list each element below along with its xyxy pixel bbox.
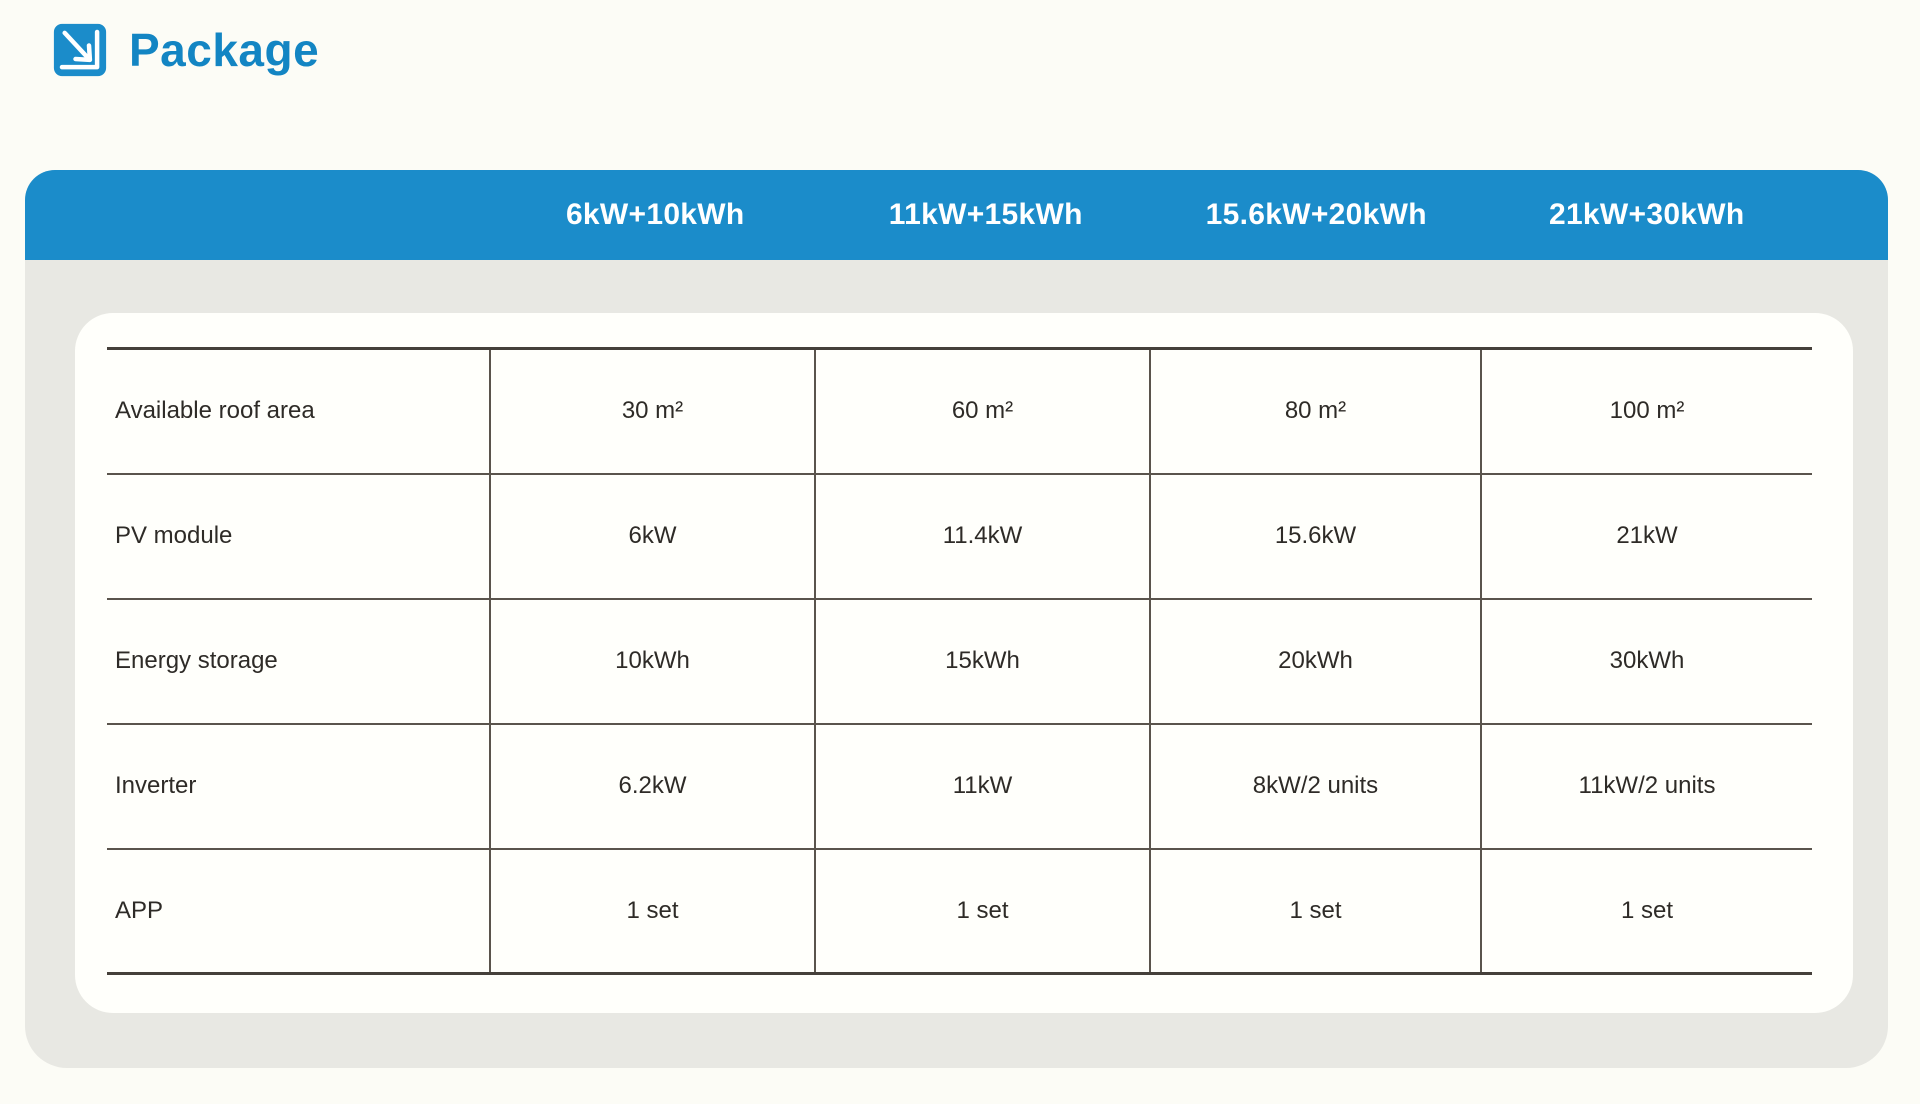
table-cell: 1 set <box>490 849 815 974</box>
table-cell: 6.2kW <box>490 724 815 849</box>
table-row-inverter <box>107 724 1812 849</box>
arrow-to-corner-icon <box>53 22 107 78</box>
table-cell: 80 m² <box>1150 349 1481 474</box>
table-cell: 1 set <box>815 849 1150 974</box>
column-header-1: 6kW+10kWh <box>565 198 745 231</box>
table-row-roof-area <box>107 349 1812 474</box>
page-title: Package <box>129 24 320 76</box>
table-column-headers <box>25 170 1888 260</box>
row-label: PV module <box>107 474 490 599</box>
table-cell: 60 m² <box>815 349 1150 474</box>
package-table <box>107 347 1812 975</box>
table-cell: 11.4kW <box>815 474 1150 599</box>
table-cell: 11kW <box>815 724 1150 849</box>
table-card <box>75 313 1853 1013</box>
table-cell: 11kW/2 units <box>1481 724 1812 849</box>
table-cell: 20kWh <box>1150 599 1481 724</box>
table-cell: 10kWh <box>490 599 815 724</box>
table-cell: 30kWh <box>1481 599 1812 724</box>
table-row-pv-module <box>107 474 1812 599</box>
table-row-app <box>107 849 1812 974</box>
table-cell: 1 set <box>1150 849 1481 974</box>
table-cell: 100 m² <box>1481 349 1812 474</box>
row-label: Energy storage <box>107 599 490 724</box>
row-label: Inverter <box>107 724 490 849</box>
table-cell: 1 set <box>1481 849 1812 974</box>
package-panel <box>25 170 1888 1068</box>
table-row-energy-storage <box>107 599 1812 724</box>
column-header-3: 15.6kW+20kWh <box>1205 198 1427 231</box>
table-cell: 30 m² <box>490 349 815 474</box>
table-cell: 21kW <box>1481 474 1812 599</box>
table-cell: 15.6kW <box>1150 474 1481 599</box>
table-cell: 15kWh <box>815 599 1150 724</box>
row-label: Available roof area <box>107 349 490 474</box>
column-header-4: 21kW+30kWh <box>1548 198 1745 231</box>
page-header <box>53 22 319 78</box>
row-label: APP <box>107 849 490 974</box>
table-cell: 6kW <box>490 474 815 599</box>
table-cell: 8kW/2 units <box>1150 724 1481 849</box>
column-header-2: 11kW+15kWh <box>888 198 1083 231</box>
